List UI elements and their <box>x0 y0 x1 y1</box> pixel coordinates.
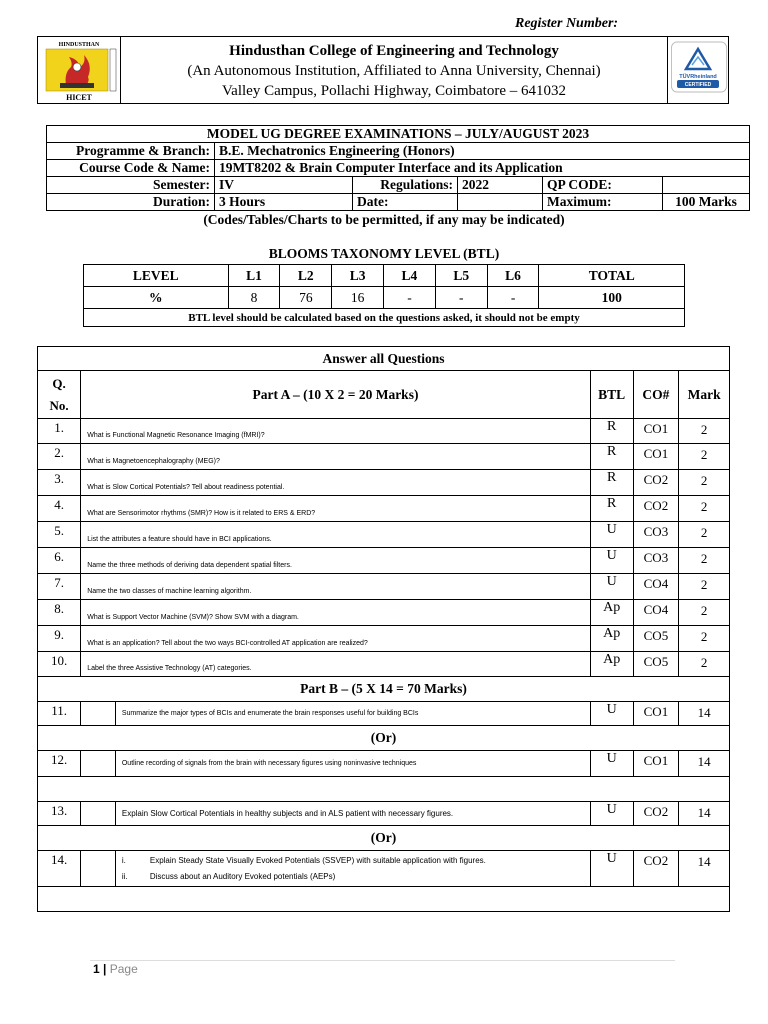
question-text: Explain Slow Cortical Potentials in healthy subjects and in ALS patient with necessary figures. <box>115 802 590 826</box>
question-mark: 2 <box>679 470 730 496</box>
btl-value-l4: - <box>384 287 436 309</box>
question-number: 8. <box>38 600 81 626</box>
question-co: CO1 <box>633 419 679 444</box>
question-btl: U <box>590 574 633 600</box>
sub-question-label: i. <box>121 855 126 865</box>
question-co: CO2 <box>633 470 679 496</box>
question-co: CO2 <box>633 851 679 887</box>
sub-question-text: Explain Steady State Visually Evoked Potentials (SSVEP) with suitable application with figures. <box>149 855 486 865</box>
course-label: Course Code & Name: <box>47 160 215 177</box>
question-btl: U <box>590 522 633 548</box>
regulations-label: Regulations: <box>353 177 458 194</box>
exam-details-table <box>46 125 750 211</box>
question-text: What is Functional Magnetic Resonance Imaging (fMRI)? <box>81 419 591 444</box>
maximum-value: 100 Marks <box>663 194 750 211</box>
question-mark: 2 <box>679 548 730 574</box>
btl-title: BLOOMS TAXONOMY LEVEL (BTL) <box>268 246 500 261</box>
question-text <box>115 851 590 887</box>
exam-title: MODEL UG DEGREE EXAMINATIONS – JULY/AUGUST 2023 <box>47 126 750 143</box>
question-number: 4. <box>38 496 81 522</box>
question-btl: Ap <box>590 600 633 626</box>
question-number: 1. <box>38 419 81 444</box>
question-btl: U <box>590 802 633 826</box>
co-column-header: CO# <box>633 371 679 419</box>
footer-divider <box>90 960 675 961</box>
question-mark: 2 <box>679 652 730 677</box>
question-number: 9. <box>38 626 81 652</box>
question-mark: 2 <box>679 626 730 652</box>
question-btl: U <box>590 548 633 574</box>
logo-top-text: HINDUSTHAN <box>58 42 100 48</box>
question-co: CO1 <box>633 702 679 726</box>
duration-value: 3 Hours <box>215 194 353 211</box>
regulations-value: 2022 <box>458 177 543 194</box>
page-label: Page <box>109 962 138 976</box>
part-b-title: Part B – (5 X 14 = 70 Marks) <box>38 677 730 702</box>
logo-bottom-text: HICET <box>66 93 92 102</box>
btl-value-l2: 76 <box>280 287 332 309</box>
college-logo <box>38 37 121 103</box>
question-btl: U <box>590 702 633 726</box>
question-number: 14. <box>38 851 81 887</box>
question-text: What is an application? Tell about the two ways BCI-controlled AT application are realized? <box>81 626 591 652</box>
maximum-label: Maximum: <box>543 194 663 211</box>
question-number: 2. <box>38 444 81 470</box>
btl-header-l2: L2 <box>280 265 332 287</box>
question-mark: 2 <box>679 600 730 626</box>
question-number: 6. <box>38 548 81 574</box>
date-value <box>458 194 543 211</box>
btl-value-l3: 16 <box>332 287 384 309</box>
footer-separator: | <box>103 962 107 976</box>
question-mark: 2 <box>679 574 730 600</box>
btl-value-percent: % <box>84 287 229 309</box>
question-number: 12. <box>38 751 81 777</box>
qp-code-value <box>663 177 750 194</box>
codes-note: (Codes/Tables/Charts to be permitted, if any may be indicated) <box>203 212 565 227</box>
question-mark: 2 <box>679 496 730 522</box>
btl-header-l3: L3 <box>332 265 384 287</box>
date-label: Date: <box>353 194 458 211</box>
question-mark: 2 <box>679 522 730 548</box>
question-text: What is Support Vector Machine (SVM)? Show SVM with a diagram. <box>81 600 591 626</box>
or-separator: (Or) <box>38 826 730 851</box>
btl-table <box>83 264 685 327</box>
question-co: CO1 <box>633 444 679 470</box>
question-btl: U <box>590 851 633 887</box>
question-text: Label the three Assistive Technology (AT) categories. <box>81 652 591 677</box>
question-btl: R <box>590 496 633 522</box>
question-number: 3. <box>38 470 81 496</box>
question-btl: U <box>590 751 633 777</box>
question-btl: R <box>590 419 633 444</box>
question-number: 10. <box>38 652 81 677</box>
btl-header-l5: L5 <box>435 265 487 287</box>
question-co: CO4 <box>633 574 679 600</box>
question-number: 7. <box>38 574 81 600</box>
tuv-certification-logo <box>667 37 728 103</box>
question-mark: 14 <box>679 851 730 887</box>
question-btl: R <box>590 470 633 496</box>
question-text: What are Sensorimotor rhythms (SMR)? How is it related to ERS & ERD? <box>81 496 591 522</box>
cert-bottom-text: CERTIFIED <box>684 82 712 88</box>
college-address: Valley Campus, Pollachi Highway, Coimbatore – 641032 <box>222 83 566 99</box>
question-co: CO3 <box>633 522 679 548</box>
btl-header-total: TOTAL <box>539 265 685 287</box>
question-text: Name the three methods of deriving data dependent spatial filters. <box>81 548 591 574</box>
semester-value: IV <box>215 177 353 194</box>
answer-all-heading: Answer all Questions <box>38 347 730 371</box>
question-co: CO3 <box>633 548 679 574</box>
question-text: List the attributes a feature should have in BCI applications. <box>81 522 591 548</box>
question-co: CO2 <box>633 496 679 522</box>
question-mark: 14 <box>679 702 730 726</box>
question-co: CO5 <box>633 652 679 677</box>
or-separator: (Or) <box>38 726 730 751</box>
btl-header-l4: L4 <box>384 265 436 287</box>
qp-code-label: QP CODE: <box>543 177 663 194</box>
question-text: What is Slow Cortical Potentials? Tell about readiness potential. <box>81 470 591 496</box>
btl-column-header: BTL <box>590 371 633 419</box>
college-header <box>37 36 729 104</box>
question-mark: 2 <box>679 444 730 470</box>
question-mark: 14 <box>679 751 730 777</box>
question-number: 11. <box>38 702 81 726</box>
question-btl: Ap <box>590 652 633 677</box>
question-text: Name the two classes of machine learning algorithm. <box>81 574 591 600</box>
question-mark: 14 <box>679 802 730 826</box>
course-value: 19MT8202 & Brain Computer Interface and its Application <box>215 160 750 177</box>
question-co: CO5 <box>633 626 679 652</box>
btl-header-l1: L1 <box>228 265 280 287</box>
sub-question-text: Discuss about an Auditory Evoked potentials (AEPs) <box>149 871 336 881</box>
question-text: Outline recording of signals from the brain with necessary figures using noninvasive techniques <box>115 751 590 777</box>
programme-value: B.E. Mechatronics Engineering (Honors) <box>215 143 750 160</box>
register-number-label: Register Number: <box>515 16 619 31</box>
btl-note: BTL level should be calculated based on the questions asked, it should not be empty <box>84 309 685 327</box>
question-co: CO1 <box>633 751 679 777</box>
cert-top-text: TÜVRheinland <box>679 74 717 80</box>
programme-label: Programme & Branch: <box>47 143 215 160</box>
btl-value-l5: - <box>435 287 487 309</box>
sub-question-label: ii. <box>121 871 128 881</box>
btl-value-l6: - <box>487 287 539 309</box>
blank-row <box>38 887 730 912</box>
btl-header-level: LEVEL <box>84 265 229 287</box>
question-btl: Ap <box>590 626 633 652</box>
page-footer <box>93 962 138 976</box>
duration-label: Duration: <box>47 194 215 211</box>
btl-value-total: 100 <box>539 287 685 309</box>
page-number: 1 <box>93 962 100 976</box>
question-co: CO4 <box>633 600 679 626</box>
question-number: 13. <box>38 802 81 826</box>
question-co: CO2 <box>633 802 679 826</box>
question-mark: 2 <box>679 419 730 444</box>
question-number: 5. <box>38 522 81 548</box>
btl-value-l1: 8 <box>228 287 280 309</box>
question-text: Summarize the major types of BCIs and enumerate the brain responses useful for building BCIs <box>115 702 590 726</box>
questions-table <box>37 346 730 912</box>
blank-row <box>38 777 730 802</box>
college-affiliation: (An Autonomous Institution, Affiliated to Anna University, Chennai) <box>187 63 601 79</box>
qno-header: Q. No. <box>38 371 81 419</box>
semester-label: Semester: <box>47 177 215 194</box>
btl-header-l6: L6 <box>487 265 539 287</box>
part-a-title: Part A – (10 X 2 = 20 Marks) <box>81 371 591 419</box>
question-btl: R <box>590 444 633 470</box>
college-name: Hindusthan College of Engineering and Technology <box>229 43 559 59</box>
question-text: What is Magnetoencephalography (MEG)? <box>81 444 591 470</box>
mark-column-header: Mark <box>679 371 730 419</box>
